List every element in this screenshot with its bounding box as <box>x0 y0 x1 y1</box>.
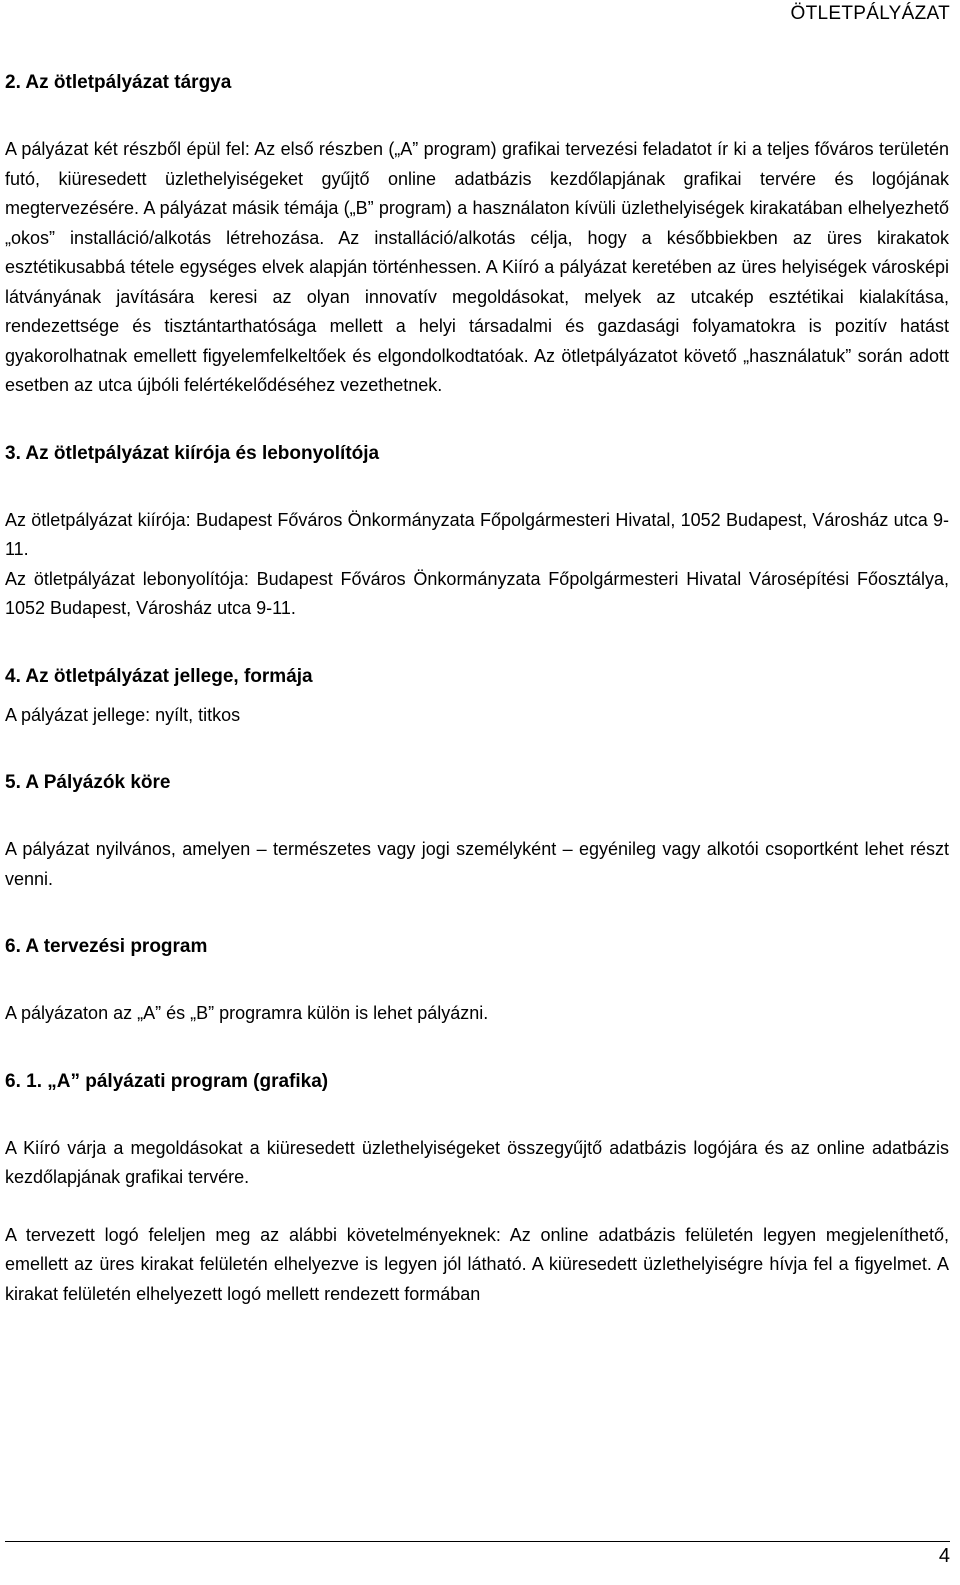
subsection-heading: 6. 1. „A” pályázati program (grafika) <box>5 1070 329 1092</box>
paragraph: A Kiíró várja a megoldásokat a kiüresedett üzlethelyiségeket összegyűjtő adatbázis logójára és az online adatbázis kezdőlapjának grafikai tervére. <box>5 1137 949 1187</box>
paragraph: A pályázat jellege: nyílt, titkos <box>5 704 241 725</box>
section-heading: 3. Az ötletpályázat kiírója és lebonyolítója <box>5 442 380 464</box>
paragraph: A pályázat nyilvános, amelyen – természetes vagy jogi személyként – egyénileg vagy alkotói csoportként lehet részt venni. <box>5 839 949 889</box>
page-number: 4 <box>938 1545 950 1567</box>
paragraph: Az ötletpályázat lebonyolítója: Budapest Főváros Önkormányzata Főpolgármesteri Hivatal Városépítési Főosztálya, 1052 Budapest, Városház utca 9-11. <box>5 568 949 618</box>
document-body <box>5 68 949 1309</box>
paragraph: A pályázaton az „A” és „B” programra külön is lehet pályázni. <box>5 1003 489 1023</box>
section-heading: 5. A Pályázók köre <box>5 772 171 793</box>
section-heading: 2. Az ötletpályázat tárgya <box>5 72 232 93</box>
paragraph: Az ötletpályázat kiírója: Budapest Főváros Önkormányzata Főpolgármesteri Hivatal, 1052 Budapest, Városház utca 9-11. <box>5 509 949 559</box>
section-heading: 6. A tervezési program <box>5 936 208 957</box>
running-header: ÖTLETPÁLYÁZAT <box>790 3 950 24</box>
footer-rule <box>5 1541 950 1542</box>
paragraph: A tervezett logó feleljen meg az alábbi követelményeknek: Az online adatbázis felületén legyen megjeleníthető, emellett az üres kirakat felületén elhelyezve is legyen jól látható. A kiüresedett üzlethelyiségre hívja fel a figyelmet. A kirakat felületén elhelyezett logó mellett rendezett formában <box>5 1224 949 1304</box>
paragraph: A pályázat két részből épül fel: Az első részben („A” program) grafikai tervezési feladatot ír ki a teljes főváros területén futó, kiüresedett üzlethelyiségeket gyűjtő online adatbázis kezdőlapjának grafikai tervére és logójának megtervezésére. A pályázat másik témája („B” program) a használaton kívüli üzlethelyiségek kirakatában elhelyezhető „okos” installáció/alkotás létrehozása. Az installáció/alkotás célja, hogy a későbbiekben az üres kirakatok esztétikusabbá tétele egységes elvek alapján történhessen. A Kiíró a pályázat keretében az üres helyiségek városképi látványának javítására keresi az olyan innovatív megoldásokat, melyek az utcakép esztétikai kialakítása, rendezettsége és tisztántarthatósága mellett a helyi társadalmi és gazdasági folyamatokra is pozitív hatást gyakorolhatnak emellett figyelemfelkeltőek és elgondolkodtatóak. Az ötletpályázatot követő „használatuk” során adott esetben az utca újbóli felértékelődéséhez vezethetnek. <box>5 139 949 395</box>
section-heading: 4. Az ötletpályázat jellege, formája <box>5 665 313 687</box>
